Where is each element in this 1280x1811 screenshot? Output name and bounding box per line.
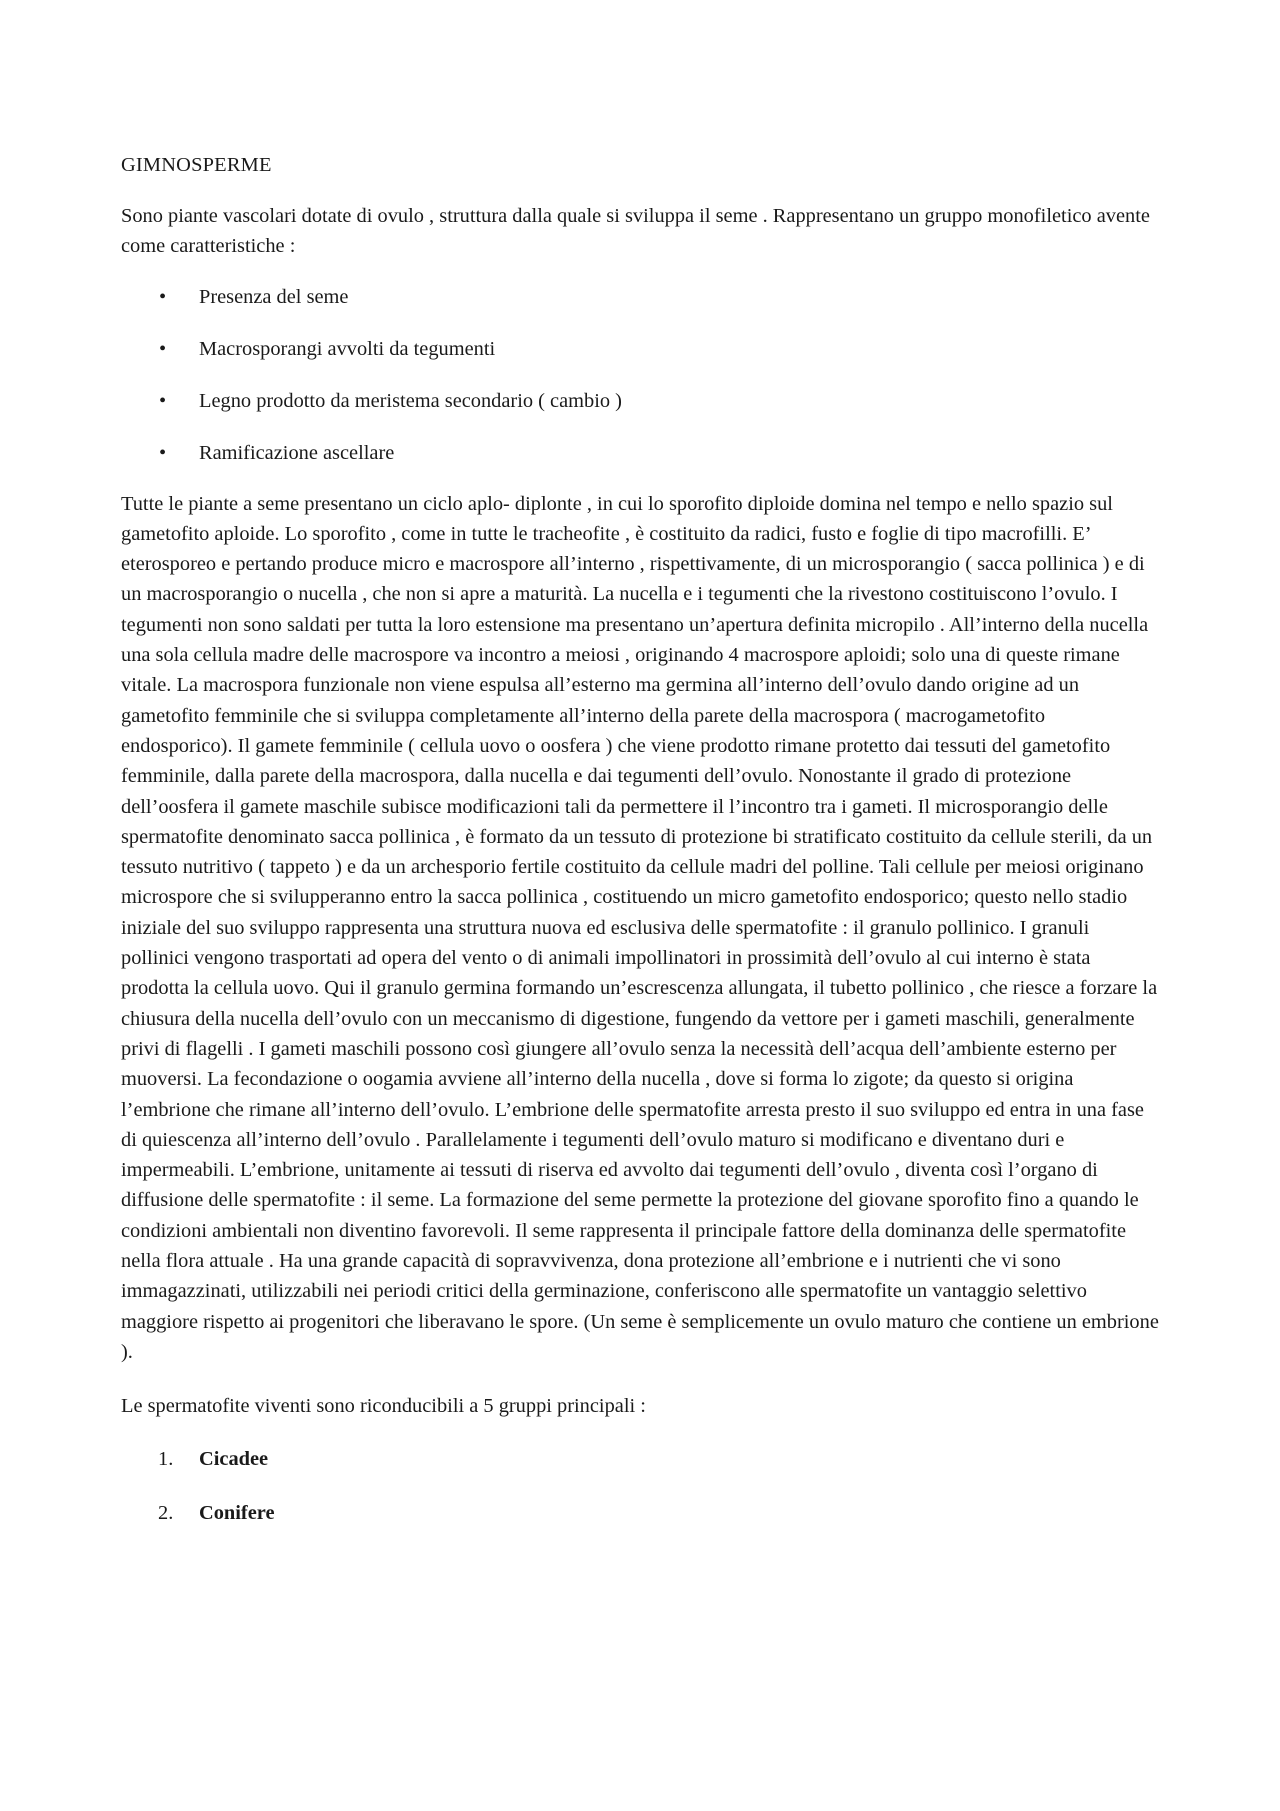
list-number: 1. — [158, 1447, 174, 1470]
list-item-text: Macrosporangi avvolti da tegumenti — [199, 337, 496, 360]
list-item — [121, 438, 1161, 468]
groups-list — [121, 1444, 1161, 1528]
bullet-icon: • — [159, 285, 167, 308]
list-item-text: Legno prodotto da meristema secondario ( cambio ) — [199, 389, 622, 412]
list-item-text: Presenza del seme — [199, 285, 349, 308]
groups-intro-paragraph: Le spermatofite viventi sono riconducibili a 5 gruppi principali : — [121, 1395, 646, 1418]
intro-paragraph: Sono piante vascolari dotate di ovulo , struttura dalla quale si sviluppa il seme . Rappresentano un gruppo monofiletico avente come caratteristiche : — [121, 205, 1150, 258]
list-number: 2. — [158, 1501, 174, 1524]
bullet-icon: • — [159, 389, 167, 412]
group-label: Cicadee — [199, 1447, 269, 1470]
bullet-icon: • — [159, 337, 167, 360]
document-content — [121, 150, 1161, 1552]
body-paragraph: Tutte le piante a seme presentano un ciclo aplo- diplonte , in cui lo sporofito diploide domina nel tempo e nello spazio sul gametofito aploide. Lo sporofito , come in tutte le tracheofite , è costituito da radici, fusto e foglie di tipo macrofilli. E’ eterosporeo e pertando produce micro e macrospore all’interno , rispettivamente, di un microsporangio ( sacca pollinica ) e di un macrosporangio o nucella , che non si apre a maturità. La nucella e i tegumenti che la rivestono costituiscono l’ovulo. I tegumenti non sono saldati per tutta la loro estensione ma presentano un’apertura definita micropilo . All’interno della nucella una sola cellula madre delle macrospore va incontro a meiosi , originando 4 macrospore aploidi; solo una di queste rimane vitale. La macrospora funzionale non viene espulsa all’esterno ma germina all’interno dell’ovulo dando origine ad un gametofito femminile che si sviluppa completamente all’interno della parete della macrospora ( macrogametofito endosporico). Il gamete femminile ( cellula uovo o oosfera ) che viene prodotto rimane protetto dai tessuti del gametofito femminile, dalla parete della macrospora, dalla nucella e dai tegumenti dell’ovulo. Nonostante il grado di protezione dell’oosfera il gamete maschile subisce modificazioni tali da permettere il l’incontro tra i gameti. Il microsporangio delle spermatofite denominato sacca pollinica , è formato da un tessuto di protezione bi stratificato costituito da cellule sterili, da un tessuto nutritivo ( tappeto ) e da un archesporio fertile costituito da cellule madri del polline. Tali cellule per meiosi originano microspore che si svilupperanno entro la sacca pollinica , costituendo un micro gametofito endosporico; questo nello stadio iniziale del suo sviluppo rappresenta una struttura nuova ed esclusiva delle spermatofite : il granulo pollinico. I granuli pollinici vengono trasportati ad opera del vento o di animali impollinatori in prossimità dell’ovulo al cui interno è stata prodotta la cellula uovo. Qui il granulo germina formando un’escrescenza allungata, il tubetto pollinico , che riesce a forzare la chiusura della nucella dell’ovulo con un meccanismo di digestione, fungendo da vettore per i gameti maschili, generalmente privi di flagelli . I gameti maschili possono così giungere all’ovulo senza la necessità dell’acqua dell’ambiente esterno per muoversi. La fecondazione o oogamia avviene all’interno della nucella , dove si forma lo zigote; da questo si origina l’embrione che rimane all’interno dell’ovulo. L’embrione delle spermatofite arresta presto il suo sviluppo ed entra in una fase di quiescenza all’interno dell’ovulo . Parallelamente i tegumenti dell’ovulo maturo si modificano e diventano duri e impermeabili. L’embrione, unitamente ai tessuti di riserva ed avvolto dai tegumenti dell’ovulo , diventa così l’organo di diffusione delle spermatofite : il seme. La formazione del seme permette la protezione del giovane sporofito fino a quando le condizioni ambientali non diventino favorevoli. Il seme rappresenta il principale fattore della dominanza delle spermatofite nella flora attuale . Ha una grande capacità di sopravvivenza, dona protezione all’embrione e i nutrienti che vi sono immagazzinati, utilizzabili nei periodi critici della germinazione, conferiscono alle spermatofite un vantaggio selettivo maggiore rispetto ai progenitori che liberavano le spore. (Un seme è semplicemente un ovulo maturo che contiene un embrione ). — [121, 492, 1159, 1363]
document-title: GIMNOSPERME — [121, 154, 272, 176]
bullet-icon: • — [159, 441, 167, 464]
list-item — [121, 386, 1161, 416]
characteristics-list — [121, 282, 1161, 468]
list-item — [121, 282, 1161, 312]
list-item — [121, 334, 1161, 364]
group-label: Conifere — [199, 1501, 275, 1524]
list-item-text: Ramificazione ascellare — [199, 441, 395, 464]
list-item — [121, 1498, 1161, 1528]
list-item — [121, 1444, 1161, 1474]
